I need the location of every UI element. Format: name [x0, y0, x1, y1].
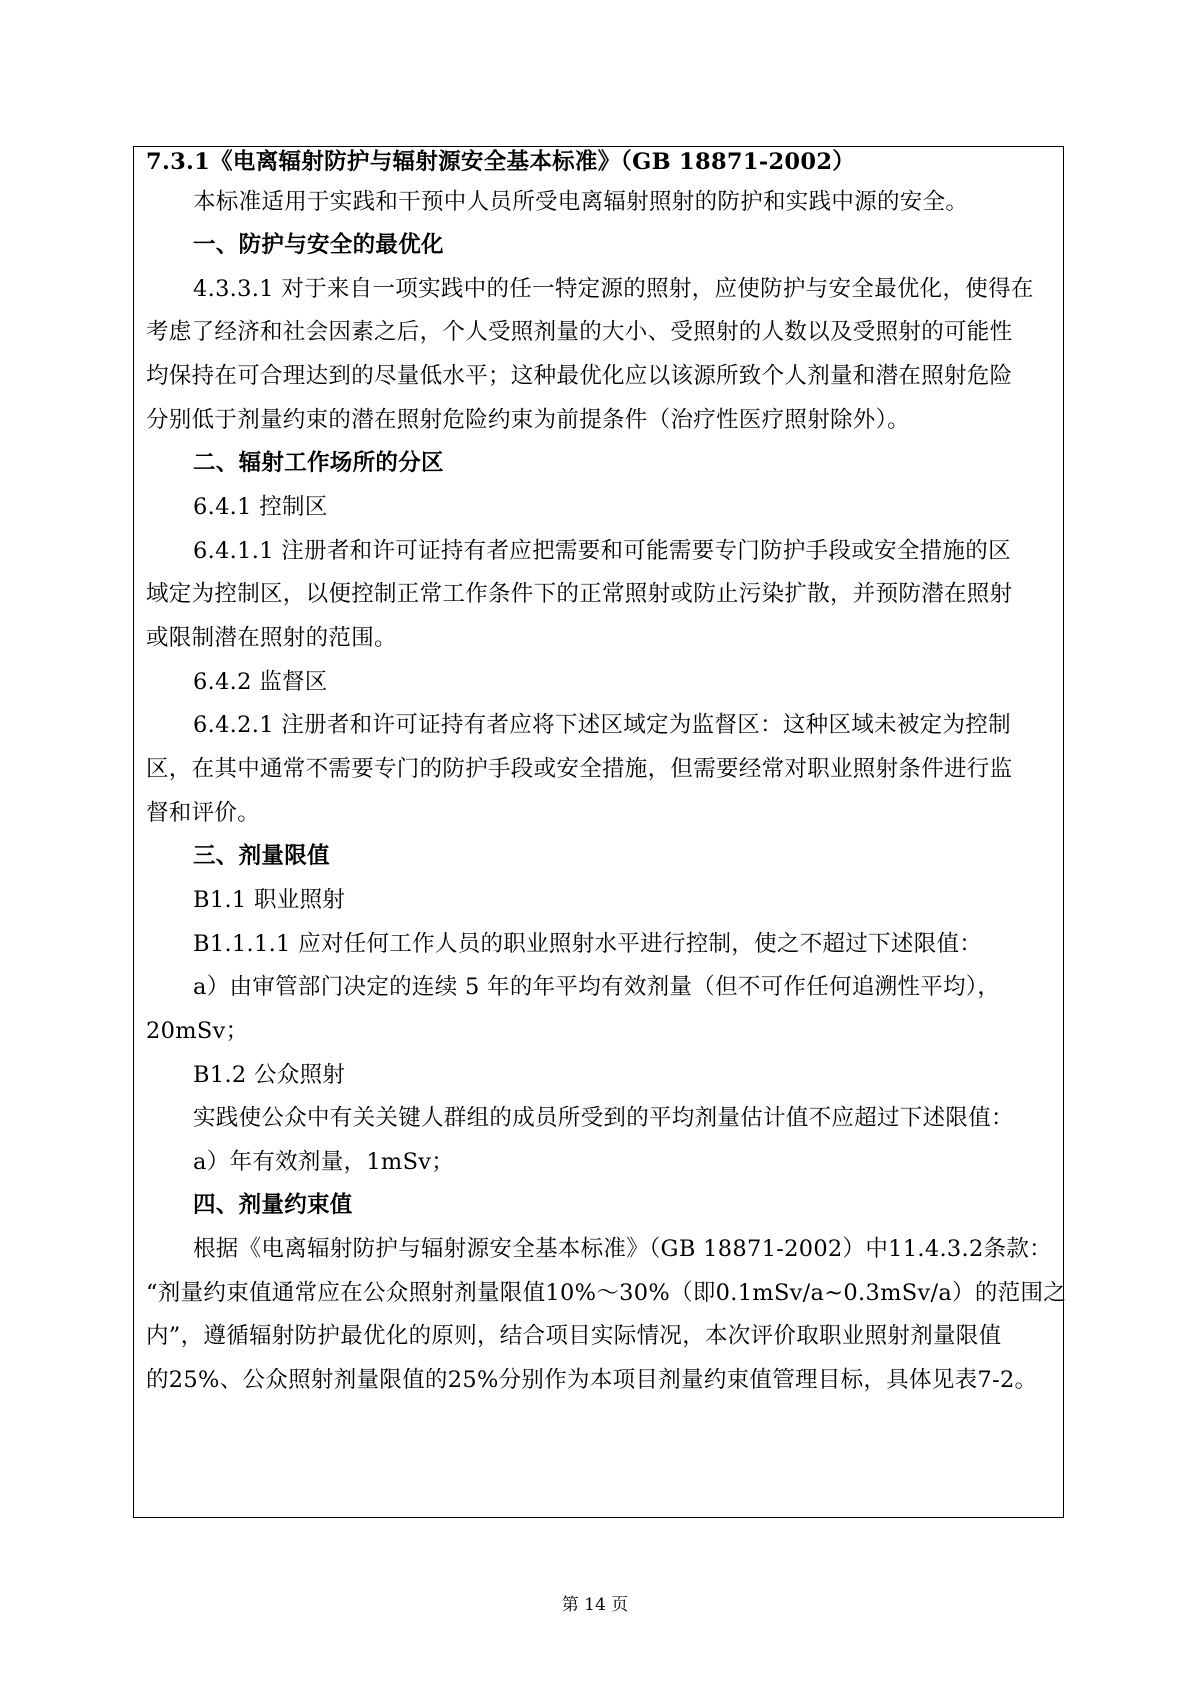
section-heading: 7.3.1《电离辐射防护与辐射源安全基本标准》（GB 18871-2002） [146, 149, 856, 175]
s4-p1-line: 内”，遵循辐射防护最优化的原则，结合项目实际情况，本次评价取职业照射剂量限值 [146, 1323, 1002, 1349]
s4-p1-line: “剂量约束值通常应在公众照射剂量限值10%～30%（即0.1mSv/a~0.3mSv/a）的范围之 [146, 1280, 1067, 1306]
s1-p1-line: 分别低于剂量约束的潜在照射危险约束为前提条件（治疗性医疗照射除外）。 [146, 407, 910, 433]
s4-p1-line: 根据《电离辐射防护与辐射源安全基本标准》（GB 18871-2002）中11.4.3.2条款： [193, 1236, 1052, 1262]
s4-p1-line: 的25%、公众照射剂量限值的25%分别作为本项目剂量约束值管理目标，具体见表7-2。 [146, 1367, 1038, 1393]
s2-p2-line: 6.4.2.1 注册者和许可证持有者应将下述区域定为监督区：这种区域未被定为控制 [193, 712, 1011, 738]
s2-p2-line: 区，在其中通常不需要专门的防护手段或安全措施，但需要经常对职业照射条件进行监 [146, 756, 1013, 782]
s3-p1: B1.1.1.1 应对任何工作人员的职业照射水平进行控制，使之不超过下述限值： [193, 931, 983, 957]
s1-p1-line: 考虑了经济和社会因素之后，个人受照剂量的大小、受照射的人数以及受照射的可能性 [146, 319, 1013, 345]
s3-a1-line: a）由审管部门决定的连续 5 年的年平均有效剂量（但不可作任何追溯性平均）， [193, 974, 1001, 1000]
s2-sub1: 6.4.1 控制区 [193, 494, 328, 520]
s1-p1-line: 均保持在可合理达到的尽量低水平；这种最优化应以该源所致个人剂量和潜在照射危险 [146, 363, 1013, 389]
s2-title: 二、辐射工作场所的分区 [193, 450, 444, 476]
s3-p2: 实践使公众中有关关键人群组的成员所受到的平均剂量估计值不应超过下述限值： [193, 1105, 1014, 1131]
s4-title: 四、剂量约束值 [193, 1192, 353, 1218]
page-number: 第 14 页 [561, 1595, 629, 1615]
s2-sub2: 6.4.2 监督区 [193, 669, 328, 695]
s2-p1-line: 6.4.1.1 注册者和许可证持有者应把需要和可能需要专门防护手段或安全措施的区 [193, 538, 1011, 564]
s2-p2-line: 督和评价。 [146, 800, 261, 826]
s3-sub1: B1.1 职业照射 [193, 887, 346, 913]
s1-title: 一、防护与安全的最优化 [193, 232, 444, 258]
s1-p1-line: 4.3.3.1 对于来自一项实践中的任一特定源的照射，应使防护与安全最优化，使得在 [193, 276, 1034, 302]
s3-title: 三、剂量限值 [193, 843, 330, 869]
content-frame [133, 146, 1067, 1518]
s2-p1-line: 或限制潜在照射的范围。 [146, 625, 397, 651]
s3-a1-line: 20mSv； [146, 1018, 249, 1044]
s3-a2: a）年有效剂量，1mSv； [193, 1149, 455, 1175]
s3-sub2: B1.2 公众照射 [193, 1062, 346, 1088]
s2-p1-line: 域定为控制区，以便控制正常工作条件下的正常照射或防止污染扩散，并预防潜在照射 [146, 581, 1013, 607]
intro-paragraph: 本标准适用于实践和干预中人员所受电离辐射照射的防护和实践中源的安全。 [193, 189, 969, 215]
